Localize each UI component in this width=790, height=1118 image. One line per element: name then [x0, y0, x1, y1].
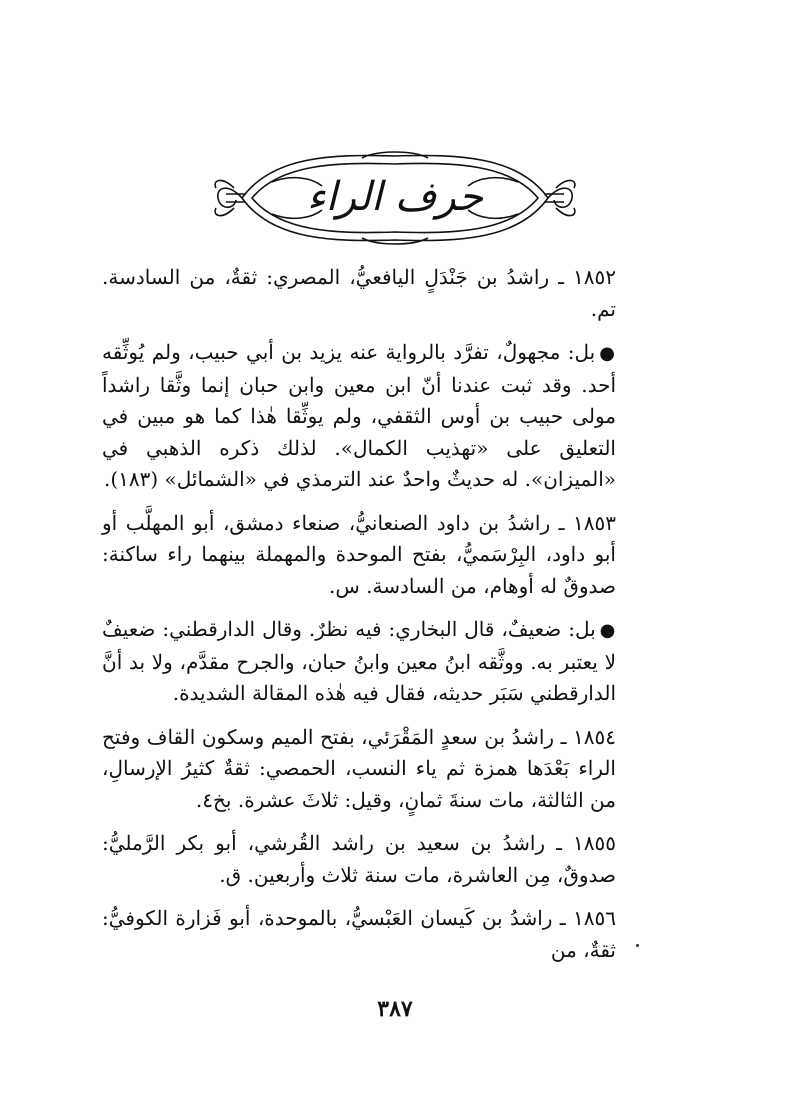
entry-1855: ١٨٥٥ ـ راشدُ بن سعيد بن راشد القُرشي، أبو بكر الرَّمليُّ: صدوقٌ، مِن العاشرة، مات سنة ثلاث وأربعين. ق.: [102, 831, 616, 887]
note-paragraph: [102, 337, 616, 496]
entry-1852: ١٨٥٢ ـ راشدُ بن جَنْدَلٍ اليافعيُّ، المصري: ثقةٌ، من السادسة. تم.: [102, 265, 616, 321]
bullet-icon: ●: [599, 620, 616, 641]
entries-list: [102, 262, 616, 966]
section-heading-cartouche: [212, 148, 578, 248]
entry-1853: ١٨٥٣ ـ راشدُ بن داود الصنعانيُّ، صنعاء دمشق، أبو المهلَّب أو أبو داود، البِرْسَميُّ، بفتح الموحدة والمهملة بينهما راء ساكنة: صدوقٌ له أوهام، من السادسة. س.: [102, 510, 616, 598]
entry-1856: ١٨٥٦ ـ راشدُ بن كَيسان العَبْسيُّ، بالموحدة، أبو فَزارة الكوفيُّ: ثقةٌ، من: [102, 906, 616, 962]
note-text: بل: مجهولٌ، تفرَّد بالرواية عنه يزيد بن أبي حبيب، ولم يُوثِّقه أحد. وقد ثبت عندنا أنّ ابن معين وابن حبان إنما وثَّقا راشداً مولى حبيب بن أوس الثقفي، ولم يوثِّقا هٰذا كما هو مبين في التعليق على «تهذيب الكمال». لذلك ذكره الذهبي في «الميزان». له حديثٌ واحدٌ عند الترمذي في «الشمائل» (١٨٣).: [102, 340, 616, 491]
page-number: ٣٨٧: [377, 996, 413, 1022]
bullet-icon: ●: [599, 343, 616, 364]
entry-1854: ١٨٥٤ ـ راشدُ بن سعدٍ المَقْرَئي، بفتح الميم وسكون القاف وفتح الراء بَعْدَها همزة ثم ياء النسب، الحمصي: ثقةٌ كثيرُ الإرسالِ، من الثالثة، مات سنةَ ثمانٍ، وقيل: ثلاثَ عشرة. بخ٤.: [102, 724, 616, 812]
section-title: حرف الراء: [306, 174, 484, 220]
note-paragraph: [102, 614, 616, 710]
margin-mark: [636, 944, 639, 947]
note-text: بل: ضعيفٌ، قال البخاري: فيه نظرٌ. وقال الدارقطني: ضعيفٌ لا يعتبر به. ووثَّقه ابنُ معين وابنُ حبان، والجرح مقدَّم، ولا بد أنَّ الدارقطني سَبَر حديثه، فقال فيه هٰذه المقالة الشديدة.: [102, 617, 616, 705]
